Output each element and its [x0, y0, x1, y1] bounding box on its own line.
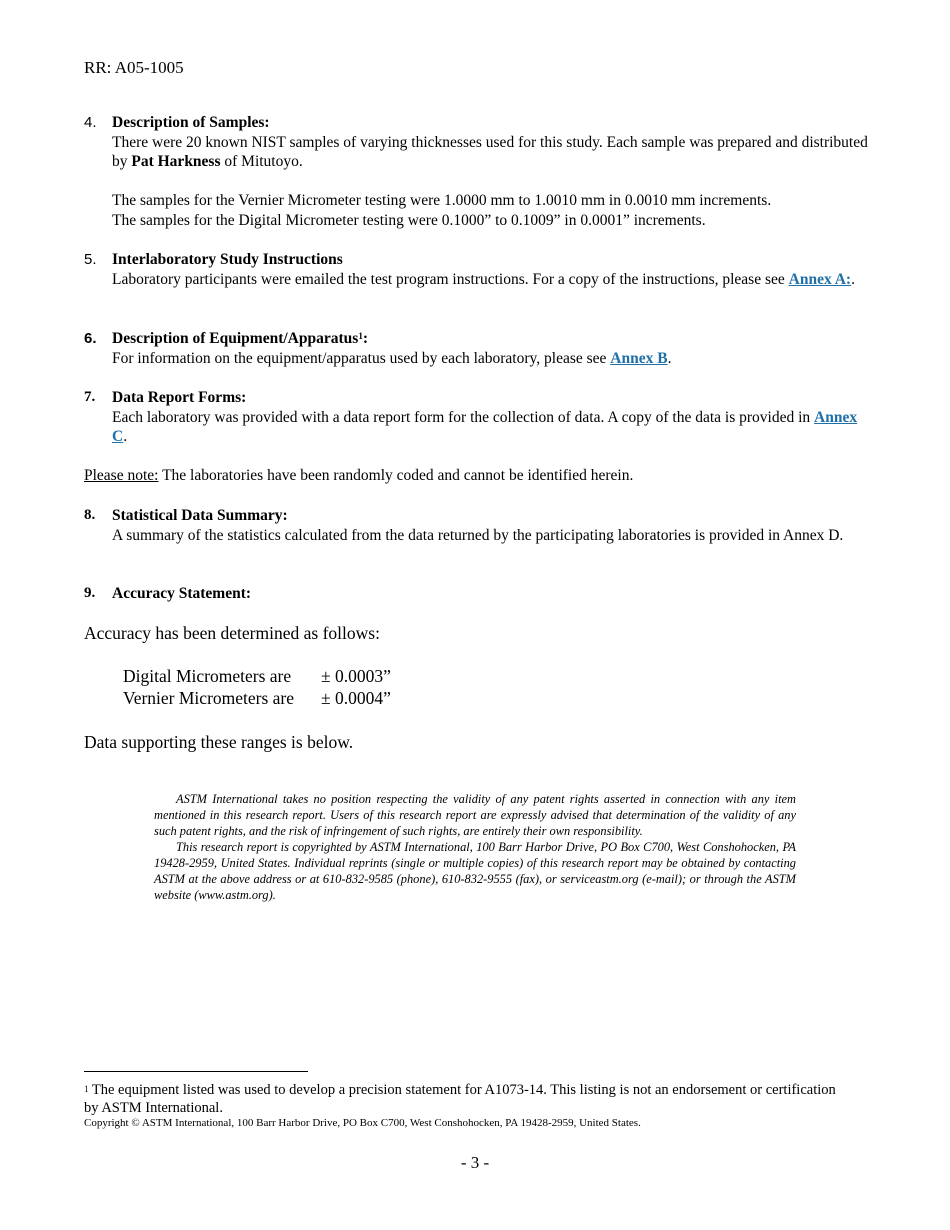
copyright-notice: This research report is copyrighted by ASTM International, 100 Barr Harbor Drive, PO Box C700, West Conshohocken, PA 19428-2959, United States. Individual reprints (single or multiple copies) of this research report may be obtained by contacting ASTM at the above address or at 610-832-9585 (phone), 610-832-9555 (fax), or serviceastm.org (e-mail); or through the ASTM website (www.astm.org). — [154, 840, 796, 902]
accuracy-intro: Accuracy has been determined as follows: — [84, 623, 380, 643]
accuracy-outro: Data supporting these ranges is below. — [84, 732, 354, 752]
footnote-divider — [84, 1071, 308, 1072]
patent-disclaimer: ASTM International takes no position respecting the validity of any patent rights asserted in connection with any item mentioned in this research report. Users of this research report are expressly advised that determination of the validity of any such patent rights, and the risk of infringement of such rights, are entirely their own responsibility. — [154, 792, 796, 838]
report-number-header: RR: A05-1005 — [84, 58, 184, 77]
section-statistical-summary — [84, 506, 874, 545]
section-paragraph: Laboratory participants were emailed the test program instructions. For a copy of the instructions, please see Annex A:. — [112, 270, 855, 288]
footnote-mark: 1 — [84, 1084, 89, 1094]
accuracy-label-vernier: Vernier Micrometers are — [123, 688, 295, 708]
page-number: - 3 - — [460, 1153, 490, 1172]
footnote — [84, 1081, 844, 1117]
section-title: Description of Samples: — [112, 114, 270, 131]
accuracy-value-vernier: ± 0.0004” — [321, 688, 391, 708]
vernier-samples-line: The samples for the Vernier Micrometer testing were 1.0000 mm to 1.0010 mm in 0.0010 mm increments. — [112, 192, 772, 209]
accuracy-label-digital: Digital Micrometers are — [123, 666, 292, 686]
person-name: Pat Harkness — [131, 153, 221, 170]
astm-disclaimer — [154, 791, 796, 903]
please-note — [84, 466, 874, 486]
copyright-line: Copyright © ASTM International, 100 Barr Harbor Drive, PO Box C700, West Conshohocken, PA 19428-2959, United States. — [84, 1117, 641, 1129]
annex-a-link[interactable]: Annex A: — [788, 270, 852, 288]
section-accuracy-statement — [84, 584, 874, 604]
section-interlab-instructions — [84, 250, 874, 289]
section-title: Accuracy Statement: — [112, 585, 252, 602]
section-paragraph: A summary of the statistics calculated from the data returned by the participating laboratories is provided in Annex D. — [112, 526, 844, 544]
accuracy-value-digital: ± 0.0003” — [321, 666, 391, 686]
digital-samples-line: The samples for the Digital Micrometer testing were 0.1000” to 0.1009” in 0.0001” increments. — [112, 211, 706, 229]
section-title: Description of Equipment/Apparatus$^1$: — [112, 330, 368, 347]
section-number: 7. — [84, 389, 96, 405]
footnote-text: The equipment listed was used to develop a precision statement for A1073-14. This listing is not an endorsement or certification by ASTM International. — [84, 1082, 836, 1116]
footnote-reference[interactable]: 1 — [358, 331, 363, 341]
section-title: Interlaboratory Study Instructions — [112, 251, 343, 268]
annex-b-link[interactable]: Annex B — [610, 349, 668, 367]
section-paragraph: Each laboratory was provided with a data report form for the collection of data. A copy of the data is provided in Annex C. — [112, 408, 858, 445]
note-label: Please note: — [84, 467, 159, 484]
section-paragraph: There were 20 known NIST samples of varying thicknesses used for this study. Each sample was prepared and distributed by Pat Harkness of Mitutoyo. — [112, 133, 868, 170]
section-data-report-forms — [84, 388, 874, 447]
section-number: 9. — [84, 585, 96, 601]
section-description-of-samples — [84, 113, 874, 230]
section-number: 5. — [84, 251, 97, 268]
section-title: Data Report Forms: — [112, 389, 247, 406]
section-equipment-apparatus — [84, 329, 874, 368]
section-number: 4. — [84, 114, 97, 131]
section-number: 6. — [84, 330, 97, 347]
section-number: 8. — [84, 507, 96, 523]
note-text: The laboratories have been randomly coded and cannot be identified herein. — [158, 467, 634, 484]
annex-c-link[interactable]: Annex C — [112, 408, 858, 445]
section-title: Statistical Data Summary: — [112, 507, 288, 524]
section-paragraph: For information on the equipment/apparatus used by each laboratory, please see Annex B. — [112, 349, 672, 367]
